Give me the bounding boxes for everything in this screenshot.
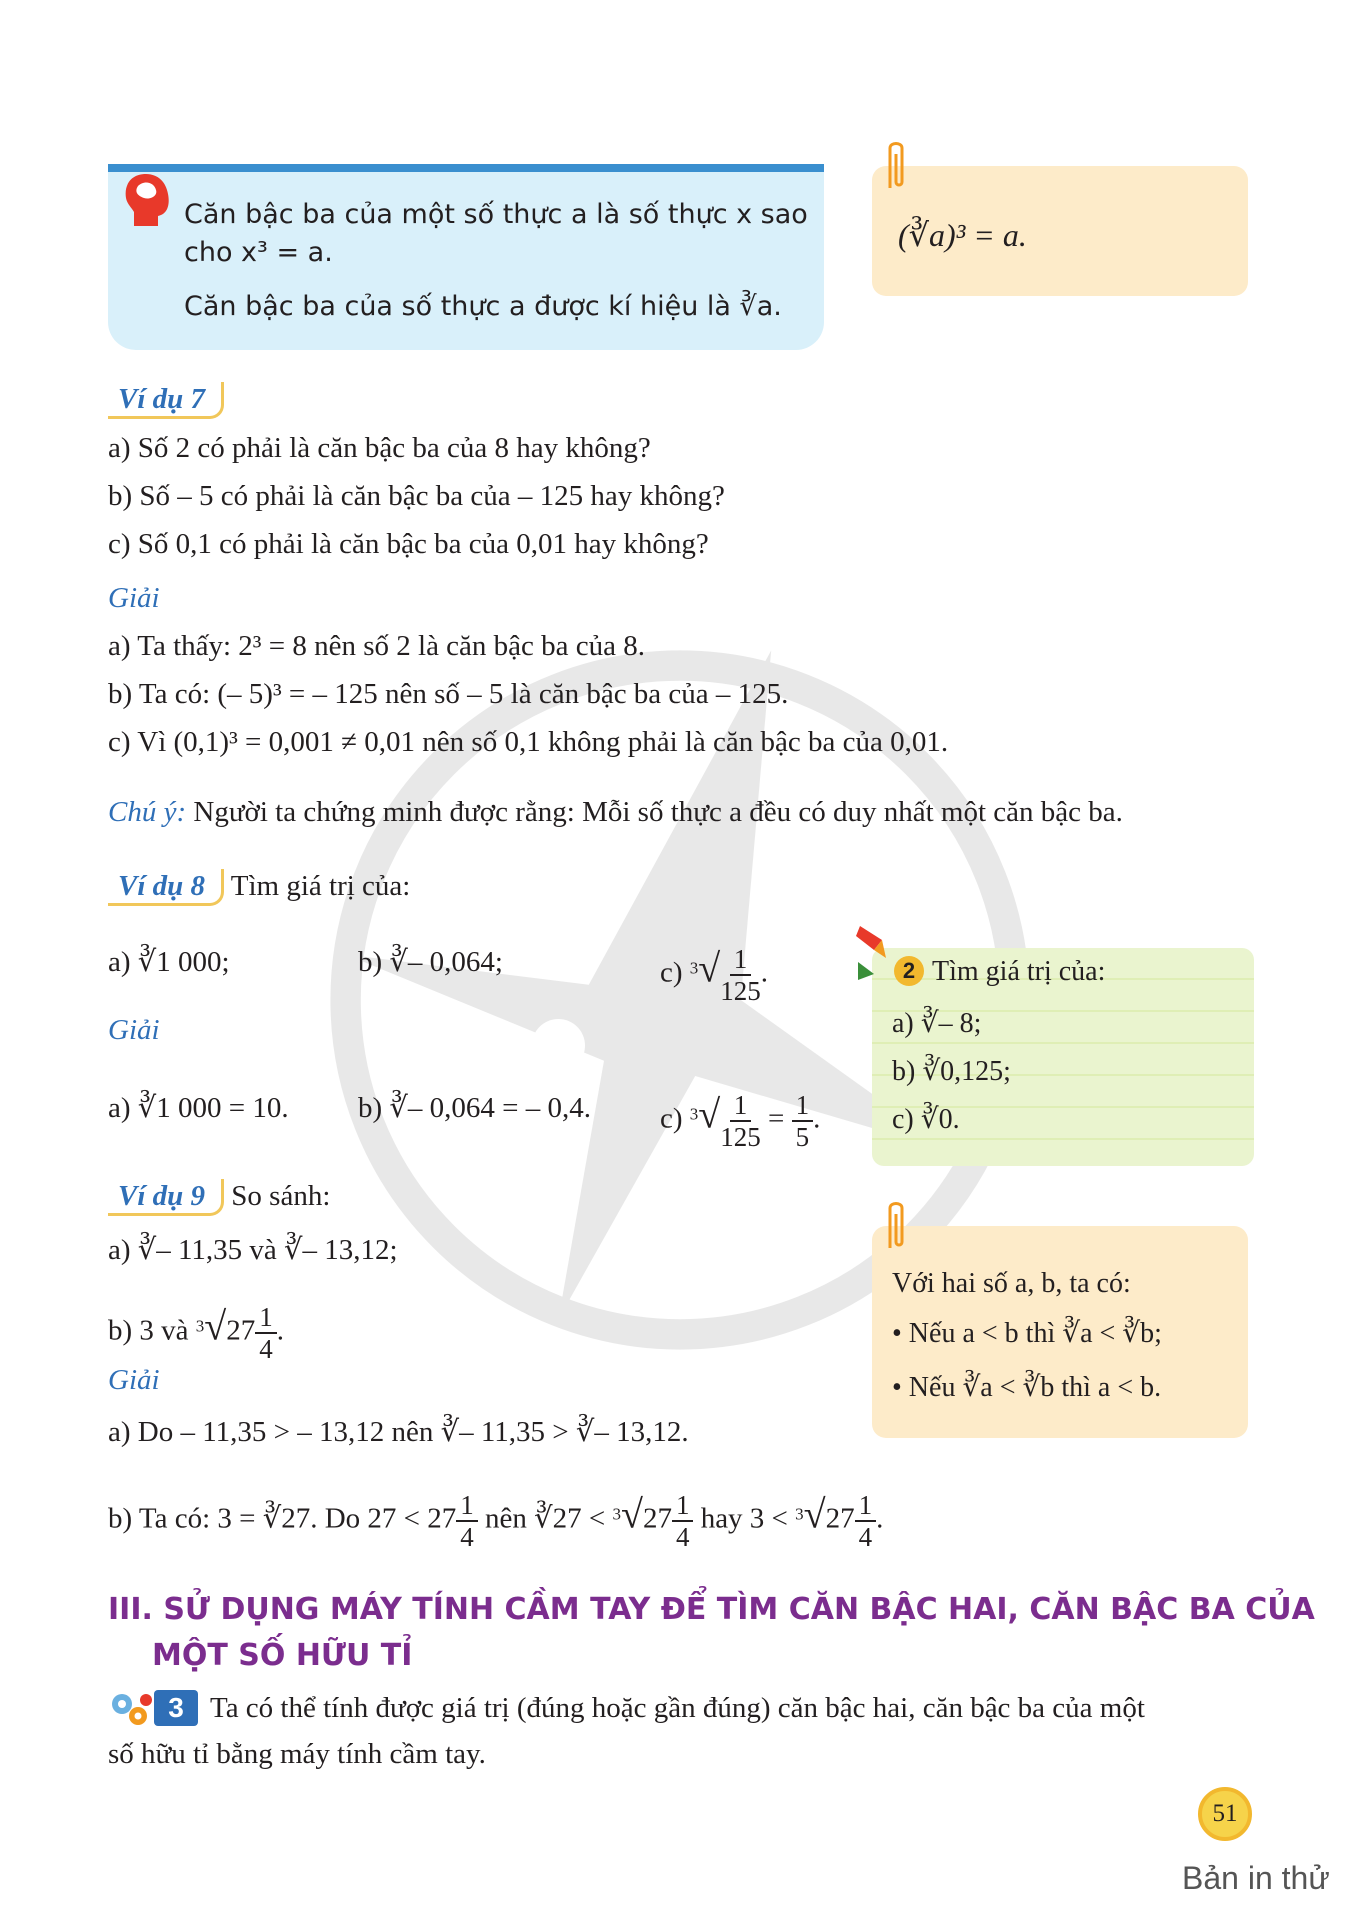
head-idea-icon	[118, 170, 174, 230]
example-7-solution-c: c) Vì (0,1)³ = 0,001 ≠ 0,01 nên số 0,1 không phải là căn bậc ba của 0,01.	[108, 726, 949, 758]
remark	[108, 794, 1123, 830]
activity-3-text-line-1: Ta có thể tính được giá trị (đúng hoặc gần đúng) căn bậc hai, căn bậc ba của một	[210, 1692, 1145, 1724]
gears-icon	[108, 1690, 156, 1728]
definition-line-2: cho x³ = a.	[184, 237, 333, 268]
paperclip-icon	[884, 138, 908, 194]
practice-2-item-b: b) ∛0,125;	[892, 1056, 1011, 1087]
section-3-heading-line-1: III. SỬ DỤNG MÁY TÍNH CẦM TAY ĐỂ TÌM CĂN BẬC HAI, CĂN BẬC BA CỦA	[108, 1592, 1315, 1627]
example-8-prompt: Tìm giá trị của:	[230, 870, 411, 902]
page-number: 51	[1198, 1787, 1252, 1841]
example-8-header	[108, 868, 410, 906]
example-8-a: a) ∛1 000;	[108, 946, 230, 978]
remark-text: Người ta chứng minh được rằng: Mỗi số thực a đều có duy nhất một căn bậc ba.	[193, 796, 1123, 828]
example-8-label: Ví dụ 8	[108, 869, 224, 906]
pencil-icon	[852, 922, 896, 982]
practice-2-item-c: c) ∛0.	[892, 1104, 960, 1135]
compare-note-item-1: • Nếu a < b thì ∛a < ∛b;	[892, 1318, 1162, 1349]
example-9-solution-a: a) Do – 11,35 > – 13,12 nên ∛– 11,35 > ∛– 13,12.	[108, 1416, 689, 1448]
section-3-heading-line-2: MỘT SỐ HỮU TỈ	[152, 1638, 413, 1673]
compare-note-item-2: • Nếu ∛a < ∛b thì a < b.	[892, 1372, 1162, 1403]
compare-note-title: Với hai số a, b, ta có:	[892, 1268, 1131, 1299]
example-9-b: b) 3 và $^3$√27 $\frac{1}{4}$ .	[108, 1302, 284, 1364]
remark-label: Chú ý:	[108, 796, 187, 828]
example-9-prompt: So sánh:	[231, 1180, 331, 1212]
example-7-label: Ví dụ 7	[108, 382, 224, 419]
example-8-solution-a: a) ∛1 000 = 10.	[108, 1092, 289, 1124]
paperclip-icon	[884, 1198, 908, 1254]
example-7-solution-b: b) Ta có: (– 5)³ = – 125 nên số – 5 là căn bậc ba của – 125.	[108, 678, 789, 710]
example-9-label: Ví dụ 9	[108, 1179, 224, 1216]
example-7-solution-a: a) Ta thấy: 2³ = 8 nên số 2 là căn bậc ba của 8.	[108, 630, 646, 662]
example-7-item-b: b) Số – 5 có phải là căn bậc ba của – 125 hay không?	[108, 480, 725, 512]
activity-3-text-line-2: số hữu tỉ bằng máy tính cầm tay.	[108, 1738, 486, 1770]
example-7-solution-label: Giải	[108, 582, 160, 614]
example-8-solution-c: c) $^3$√ $\frac{1}{125}$ = $\frac{1}{5}$ .	[660, 1090, 821, 1152]
example-8-solution-label: Giải	[108, 1014, 160, 1046]
example-8-c: c) $^3$√ $\frac{1}{125}$ .	[660, 944, 768, 1006]
activity-3-number: 3	[154, 1690, 198, 1726]
practice-2-number: 2	[894, 956, 924, 986]
example-8-b: b) ∛– 0,064;	[358, 946, 503, 978]
example-9-a: a) ∛– 11,35 và ∛– 13,12;	[108, 1234, 398, 1266]
example-9-solution-label: Giải	[108, 1364, 160, 1396]
practice-2-item-a: a) ∛– 8;	[892, 1008, 982, 1039]
print-proof-mark: Bản in thử	[1182, 1860, 1330, 1896]
example-7-item-c: c) Số 0,1 có phải là căn bậc ba của 0,01 hay không?	[108, 528, 709, 560]
definition-line-3: Căn bậc ba của số thực a được kí hiệu là ∛a.	[184, 291, 782, 322]
example-9-solution-b: b) Ta có: 3 = ∛27. Do 27 < 27 $\frac{1}{4}$ nên ∛27 < $^3$√27 $\frac{1}{4}$ hay 3 < $^3$√27 $\frac{1}{4}$ .	[108, 1490, 884, 1552]
practice-2-prompt: Tìm giá trị của:	[932, 956, 1106, 987]
example-9-header	[108, 1178, 330, 1216]
definition-line-1: Căn bậc ba của một số thực a là số thực x sao	[184, 199, 808, 230]
example-8-solution-b: b) ∛– 0,064 = – 0,4.	[358, 1092, 591, 1124]
example-7-item-a: a) Số 2 có phải là căn bậc ba của 8 hay không?	[108, 432, 651, 464]
cube-identity-formula: (∛a)³ = a.	[898, 217, 1027, 253]
